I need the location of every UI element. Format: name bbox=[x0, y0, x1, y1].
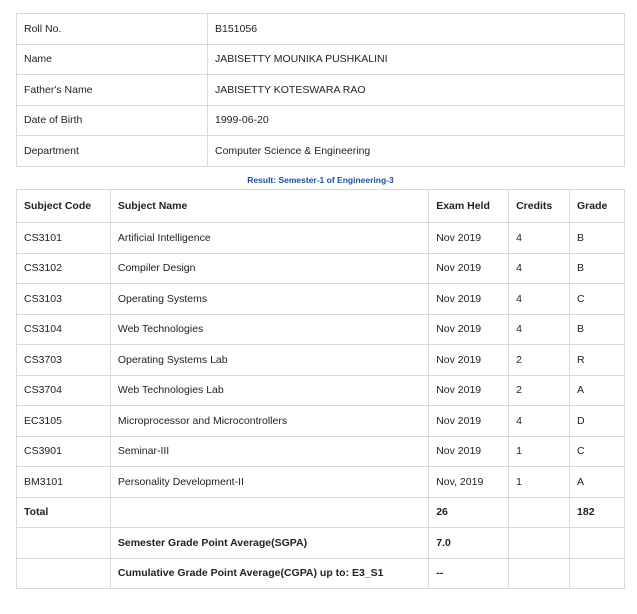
subject-row bbox=[17, 223, 625, 254]
info-label: Father's Name bbox=[17, 75, 208, 106]
exam-held-cell: Nov 2019 bbox=[429, 375, 509, 406]
subject-code-cell: CS3101 bbox=[17, 223, 111, 254]
subject-code-cell: CS3901 bbox=[17, 436, 111, 467]
subject-name-cell: Operating Systems bbox=[110, 284, 428, 315]
info-value: JABISETTY MOUNIKA PUSHKALINI bbox=[208, 44, 625, 75]
cgpa-row bbox=[17, 558, 625, 589]
sgpa-label: Semester Grade Point Average(SGPA) bbox=[110, 528, 428, 559]
subject-code-cell: CS3703 bbox=[17, 345, 111, 376]
subject-code-cell: CS3104 bbox=[17, 314, 111, 345]
credits-cell: 1 bbox=[509, 436, 570, 467]
info-value: Computer Science & Engineering bbox=[208, 136, 625, 167]
credits-cell: 2 bbox=[509, 345, 570, 376]
result-title: Result: Semester-1 of Engineering-3 bbox=[247, 175, 394, 185]
credits-cell: 4 bbox=[509, 406, 570, 437]
subject-name-cell: Artificial Intelligence bbox=[110, 223, 428, 254]
subject-row bbox=[17, 436, 625, 467]
total-empty-cell bbox=[509, 497, 570, 528]
grade-cell: A bbox=[570, 375, 625, 406]
grade-cell: D bbox=[570, 406, 625, 437]
cgpa-value: -- bbox=[429, 558, 509, 589]
header-grade: Grade bbox=[570, 190, 625, 223]
header-subject-code: Subject Code bbox=[17, 190, 111, 223]
credits-cell: 1 bbox=[509, 467, 570, 498]
sgpa-empty-cell bbox=[17, 528, 111, 559]
subject-code-cell: CS3102 bbox=[17, 253, 111, 284]
info-label: Date of Birth bbox=[17, 105, 208, 136]
exam-held-cell: Nov 2019 bbox=[429, 406, 509, 437]
cgpa-empty-cell bbox=[17, 558, 111, 589]
cgpa-empty-cell bbox=[509, 558, 570, 589]
total-row bbox=[17, 497, 625, 528]
credits-cell: 4 bbox=[509, 223, 570, 254]
subject-name-cell: Web Technologies bbox=[110, 314, 428, 345]
cgpa-label: Cumulative Grade Point Average(CGPA) up to: E3_S1 bbox=[110, 558, 428, 589]
info-label: Name bbox=[17, 44, 208, 75]
header-subject-name: Subject Name bbox=[110, 190, 428, 223]
grade-cell: B bbox=[570, 223, 625, 254]
subject-name-cell: Web Technologies Lab bbox=[110, 375, 428, 406]
total-label: Total bbox=[17, 497, 111, 528]
subject-name-cell: Microprocessor and Microcontrollers bbox=[110, 406, 428, 437]
sgpa-value: 7.0 bbox=[429, 528, 509, 559]
grade-cell: C bbox=[570, 284, 625, 315]
subject-row bbox=[17, 253, 625, 284]
subject-row bbox=[17, 467, 625, 498]
subject-row bbox=[17, 406, 625, 437]
subject-name-cell: Operating Systems Lab bbox=[110, 345, 428, 376]
student-info-row bbox=[17, 136, 625, 167]
student-info-row bbox=[17, 105, 625, 136]
header-credits: Credits bbox=[509, 190, 570, 223]
grade-cell: A bbox=[570, 467, 625, 498]
exam-held-cell: Nov 2019 bbox=[429, 284, 509, 315]
info-value: JABISETTY KOTESWARA RAO bbox=[208, 75, 625, 106]
exam-held-cell: Nov 2019 bbox=[429, 436, 509, 467]
total-empty-cell bbox=[110, 497, 428, 528]
sgpa-empty-cell bbox=[509, 528, 570, 559]
exam-held-cell: Nov 2019 bbox=[429, 253, 509, 284]
credits-cell: 4 bbox=[509, 253, 570, 284]
sgpa-empty-cell bbox=[570, 528, 625, 559]
subject-name-cell: Personality Development-II bbox=[110, 467, 428, 498]
exam-held-cell: Nov, 2019 bbox=[429, 467, 509, 498]
info-label: Roll No. bbox=[17, 14, 208, 45]
subject-name-cell: Seminar-III bbox=[110, 436, 428, 467]
sgpa-row bbox=[17, 528, 625, 559]
exam-held-cell: Nov 2019 bbox=[429, 223, 509, 254]
subject-code-cell: BM3101 bbox=[17, 467, 111, 498]
subject-code-cell: CS3704 bbox=[17, 375, 111, 406]
grade-cell: B bbox=[570, 314, 625, 345]
exam-held-cell: Nov 2019 bbox=[429, 345, 509, 376]
subject-name-cell: Compiler Design bbox=[110, 253, 428, 284]
info-value: B151056 bbox=[208, 14, 625, 45]
grade-cell: B bbox=[570, 253, 625, 284]
student-info-row bbox=[17, 44, 625, 75]
info-value: 1999-06-20 bbox=[208, 105, 625, 136]
student-info-table bbox=[16, 13, 625, 167]
credits-cell: 4 bbox=[509, 314, 570, 345]
student-info-row bbox=[17, 14, 625, 45]
results-header-row bbox=[17, 190, 625, 223]
total-grade-points: 182 bbox=[570, 497, 625, 528]
cgpa-empty-cell bbox=[570, 558, 625, 589]
grade-cell: R bbox=[570, 345, 625, 376]
subject-row bbox=[17, 375, 625, 406]
header-exam-held: Exam Held bbox=[429, 190, 509, 223]
subject-code-cell: CS3103 bbox=[17, 284, 111, 315]
credits-cell: 2 bbox=[509, 375, 570, 406]
subject-row bbox=[17, 284, 625, 315]
info-label: Department bbox=[17, 136, 208, 167]
subject-row bbox=[17, 314, 625, 345]
credits-cell: 4 bbox=[509, 284, 570, 315]
student-info-row bbox=[17, 75, 625, 106]
subject-code-cell: EC3105 bbox=[17, 406, 111, 437]
results-table bbox=[16, 189, 625, 589]
exam-held-cell: Nov 2019 bbox=[429, 314, 509, 345]
subject-row bbox=[17, 345, 625, 376]
total-credits: 26 bbox=[429, 497, 509, 528]
grade-cell: C bbox=[570, 436, 625, 467]
